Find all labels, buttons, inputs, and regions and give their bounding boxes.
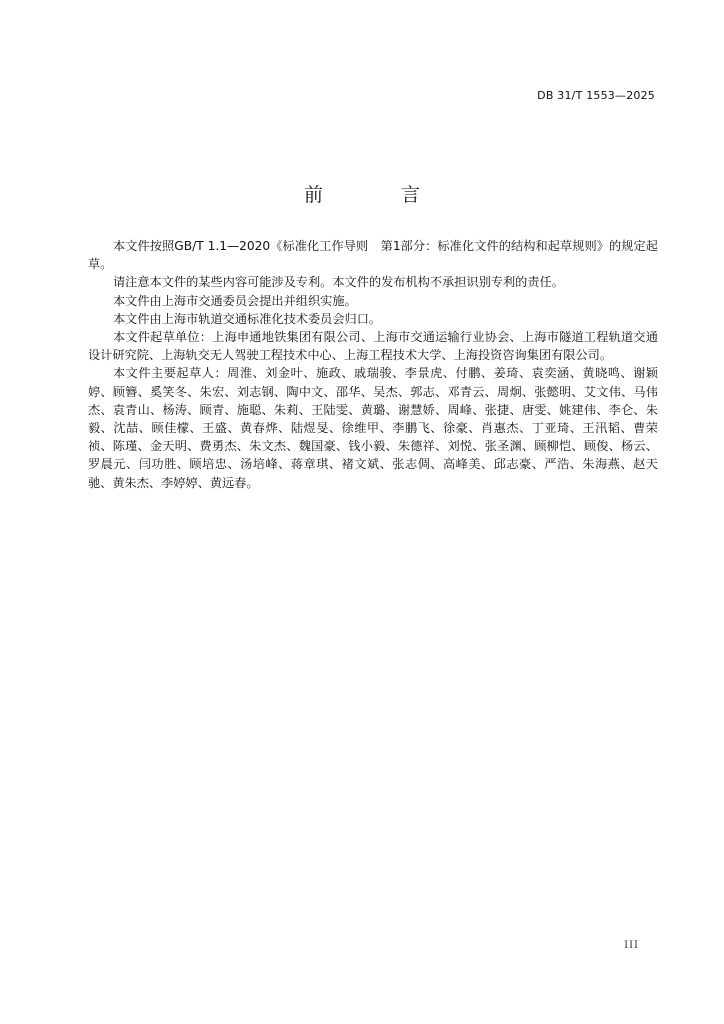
paragraph-committee: 本文件由上海市轨道交通标准化技术委员会归口。 [113, 311, 382, 326]
paragraph-drafting-units: 本文件起草单位：上海申通地铁集团有限公司、上海市交通运输行业协会、上海市隧道工程轨道交通设计研究院、上海轨交无人驾驶工程技术中心、上海工程技术大学、上海投资咨询集团有限公司。 [88, 330, 658, 363]
document-code: DB 31/T 1553—2025 [537, 89, 655, 102]
paragraph-drafting-rules: 本文件按照GB/T 1.1—2020《标准化工作导则 第1部分：标准化文件的结构和起草规则》的规定起草。 [88, 239, 658, 272]
paragraph-patent-notice: 请注意本文件的某些内容可能涉及专利。本文件的发布机构不承担识别专利的责任。 [113, 275, 564, 290]
page-title: 前 言 [303, 184, 457, 206]
foreword-body [88, 237, 658, 492]
paragraph-drafters: 本文件主要起草人：周淮、刘金叶、施政、戚瑞骏、李景虎、付鹏、姜琦、袁奕涵、黄晓鸣、谢颖婷、顾簪、奚笑冬、朱宏、刘志钢、陶中文、邵华、吴杰、郭志、邓青云、周炯、张懿明、艾文伟、马伟杰、袁青山、杨涛、顾青、施聪、朱莉、王陆雯、黄璐、谢慧娇、周峰、张捷、唐雯、姚建伟、李仑、朱毅、沈喆、顾佳檬、王盛、黄春烨、陆煜旻、徐维甲、李鹏飞、徐豪、肖惠杰、丁亚琦、王汛韬、曹荣祯、陈瑾、金天明、费勇杰、朱文杰、魏国豪、钱小毅、朱德祥、刘悦、张圣渊、顾柳恺、顾俊、杨云、罗晨元、闫功胜、顾培忠、汤培峰、蒋章琪、褚文斌、张志倜、高峰美、邱志豪、严浩、朱海燕、赵天驰、黄朱杰、李婷婷、黄远春。 [88, 366, 658, 490]
paragraph-proposer: 本文件由上海市交通委员会提出并组织实施。 [113, 293, 357, 308]
page-number: III [624, 940, 639, 951]
